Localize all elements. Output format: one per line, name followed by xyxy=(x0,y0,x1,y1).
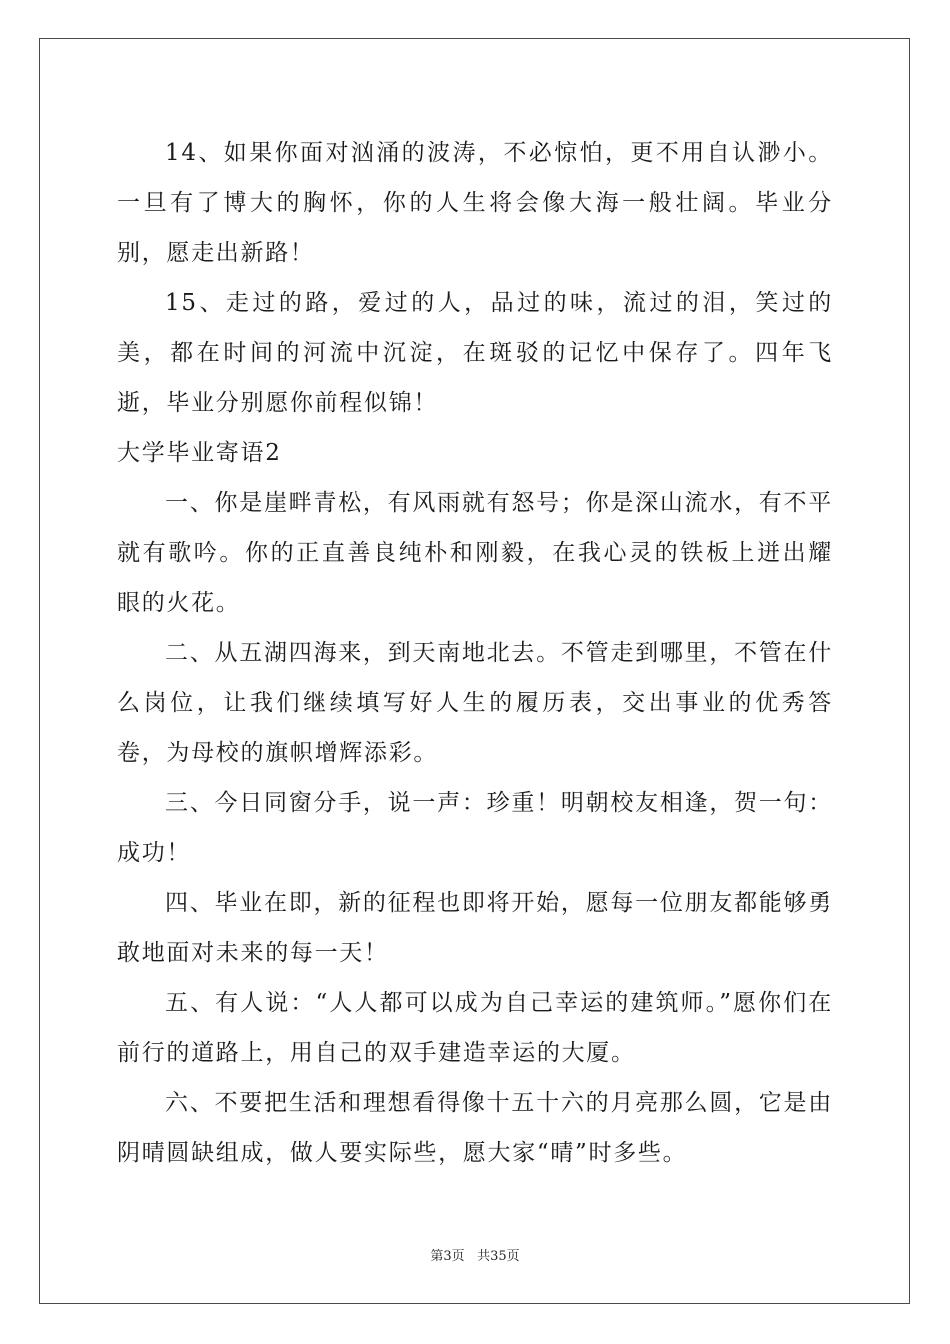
paragraph-15: 15、走过的路，爱过的人，品过的味，流过的泪，笑过的美，都在时间的河流中沉淀，在斑驳的记忆中保存了。四年飞逝，毕业分别愿你前程似锦！ xyxy=(117,290,833,416)
page-number: 第3页 xyxy=(430,1249,465,1264)
paragraph-two: 二、从五湖四海来，到天南地北去。不管走到哪里，不管在什么岗位，让我们继续填写好人生的履历表，交出事业的优秀答卷，为母校的旗帜增辉添彩。 xyxy=(117,640,833,766)
paragraph-three: 三、今日同窗分手，说一声：珍重！明朝校友相逢，贺一句：成功！ xyxy=(117,790,833,866)
paragraph-14: 14、如果你面对汹涌的波涛，不必惊怕，更不用自认渺小。一旦有了博大的胸怀，你的人生将会像大海一般壮阔。毕业分别，愿走出新路！ xyxy=(117,140,833,266)
page-footer xyxy=(0,1245,950,1264)
paragraph-six: 六、不要把生活和理想看得像十五十六的月亮那么圆，它是由阴晴圆缺组成，做人要实际些，愿大家“晴”时多些。 xyxy=(117,1090,833,1166)
total-pages: 共35页 xyxy=(477,1249,520,1264)
paragraph-four: 四、毕业在即，新的征程也即将开始，愿每一位朋友都能够勇敢地面对未来的每一天！ xyxy=(117,890,833,966)
section-heading: 大学毕业寄语2 xyxy=(117,440,282,466)
document-body xyxy=(117,128,833,1178)
paragraph-five: 五、有人说：“人人都可以成为自己幸运的建筑师。”愿你们在前行的道路上，用自己的双手建造幸运的大厦。 xyxy=(117,990,833,1066)
paragraph-one: 一、你是崖畔青松，有风雨就有怒号；你是深山流水，有不平就有歌吟。你的正直善良纯朴和刚毅，在我心灵的铁板上迸出耀眼的火花。 xyxy=(117,490,833,616)
